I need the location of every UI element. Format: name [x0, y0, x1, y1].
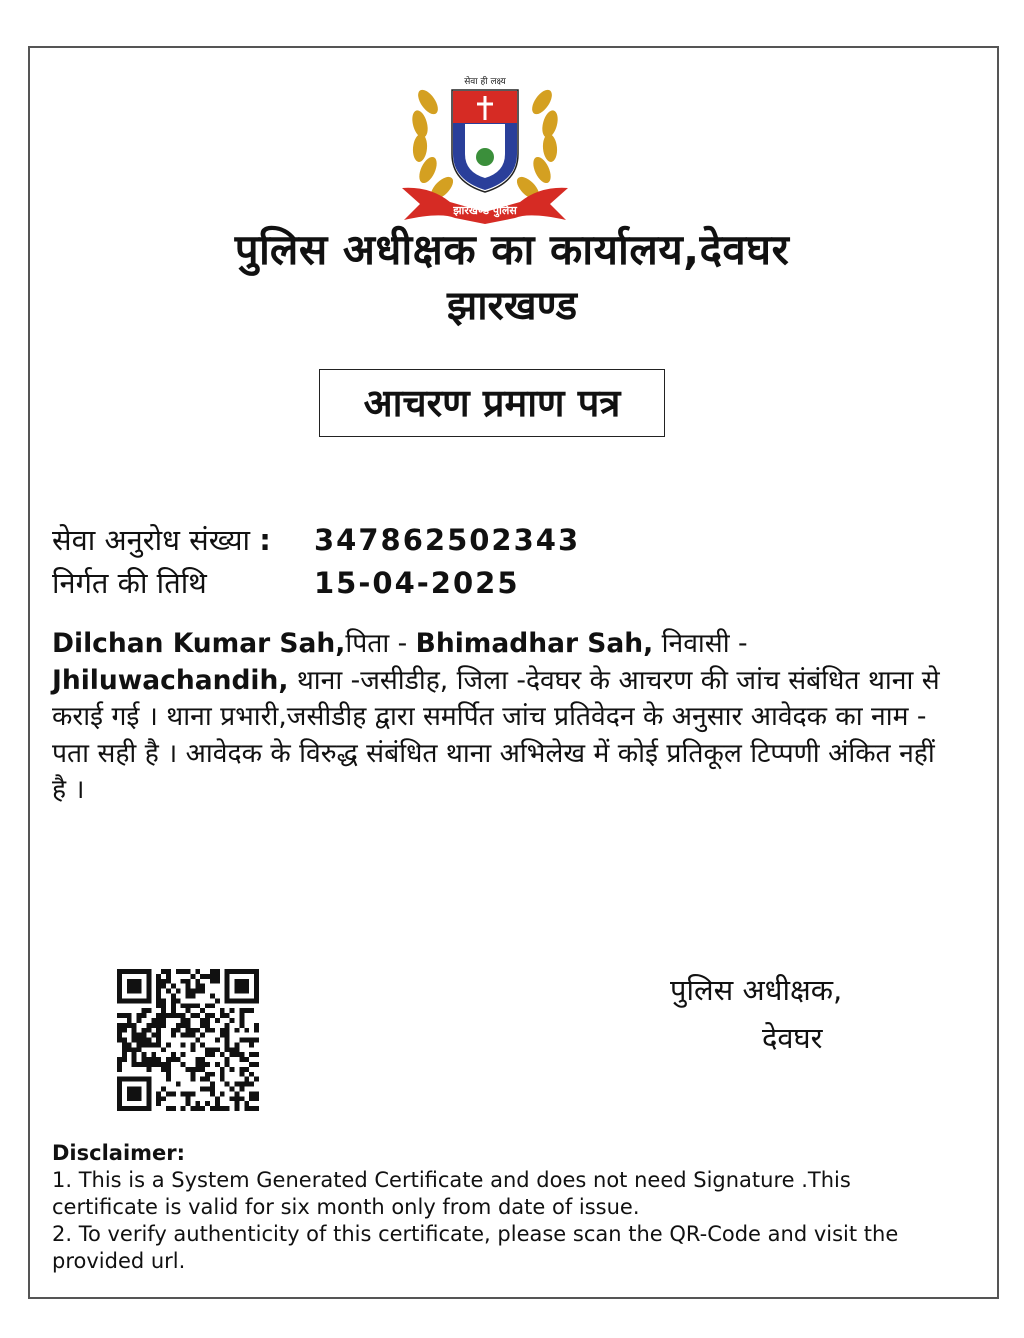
issue-date-row	[52, 563, 520, 602]
signatory-designation: पुलिस अधीक्षक,	[670, 973, 843, 1007]
signatory-place: देवघर	[762, 1021, 823, 1055]
issue-date-label: निर्गत की तिथि	[52, 566, 207, 600]
father-label: पिता -	[345, 628, 416, 659]
village-name: Jhiluwachandih,	[52, 664, 289, 696]
verification-qr-code[interactable]	[117, 969, 259, 1111]
service-request-row	[52, 520, 580, 559]
disclaimer-line-2: 2. To verify authenticity of this certificate, please scan the QR-Code and visit the provided url.	[52, 1222, 899, 1273]
certificate-title: आचरण प्रमाण पत्र	[319, 369, 665, 437]
service-request-number: 347862502343	[314, 523, 581, 557]
issue-date-value: 15-04-2025	[314, 566, 520, 600]
residence-label: निवासी -	[653, 628, 748, 659]
body-text: थाना -जसीडीह, जिला -देवघर के आचरण की जांच संबंधित थाना से कराई गई । थाना प्रभारी,जसीडीह द्वारा समर्पित जांच प्रतिवेदन के अनुसार आवेदक का नाम - पता सही है । आवेदक के विरुद्ध संबंधित थाना अभिलेख में कोई प्रतिकूल टिप्पणी अंकित नहीं है ।	[52, 664, 940, 805]
office-title: पुलिस अधीक्षक का कार्यालय,देवघर	[234, 225, 790, 274]
service-request-label: सेवा अनुरोध संख्या :	[52, 523, 271, 557]
office-state: झारखण्ड	[446, 283, 578, 329]
disclaimer-line-1: 1. This is a System Generated Certificate and does not need Signature .This certificate is valid for six month only from date of issue.	[52, 1168, 851, 1219]
disclaimer	[52, 1140, 952, 1275]
applicant-name: Dilchan Kumar Sah,	[52, 628, 346, 659]
jharkhand-police-emblem	[390, 62, 580, 232]
disclaimer-heading: Disclaimer:	[52, 1141, 186, 1165]
emblem-ribbon-text: झारखण्ड पुलिस	[453, 204, 517, 217]
father-name: Bhimadhar Sah,	[415, 628, 654, 659]
certificate-body	[52, 626, 952, 809]
emblem-motto: सेवा ही लक्ष्य	[464, 77, 506, 87]
